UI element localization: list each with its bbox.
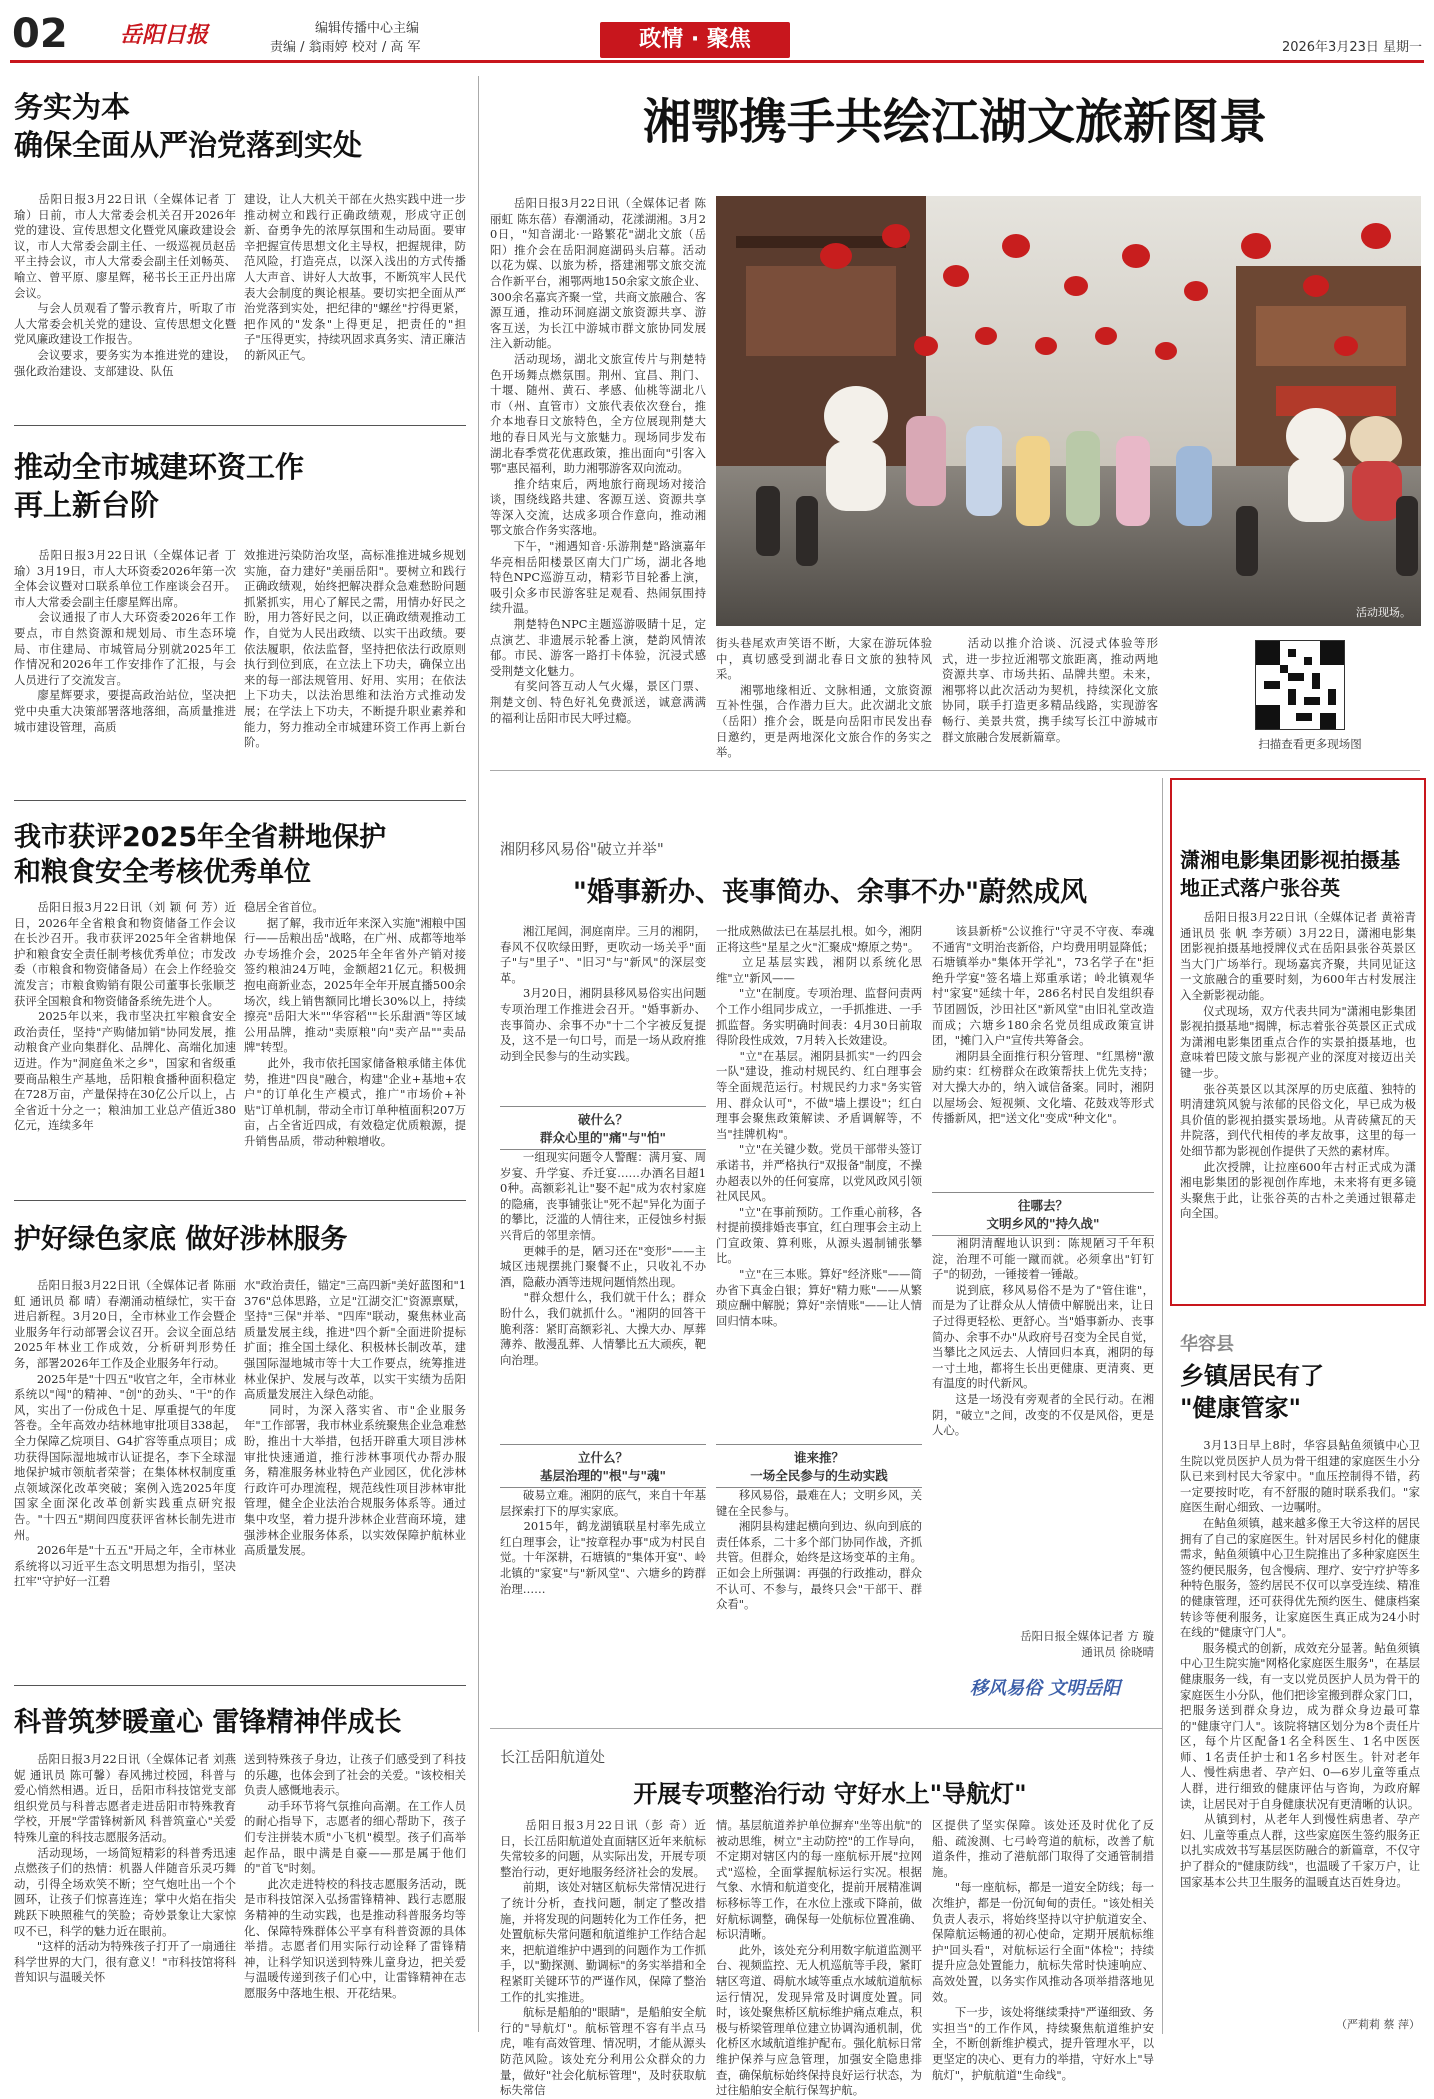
- article-3-headline: 我市获评2025年全省耕地保护 和粮食安全考核优秀单位: [14, 822, 387, 888]
- story-b-col-3: 区提供了坚实保障。该处还及时优化了反船、疏浚测、七弓岭弯道的航标，改善了航道条件，推动了港航部门取得了交通管制措施。 "每一座航标，都是一道安全防线；每一次维护，都是一份沉甸甸的责任。"该处相关负责人表示，将始终坚持以守护航道安全、保障航运畅通的初心使命，定期开展航标维护"回头看"，对航标运行全面"体检"；持续提升应急处置能力，航标失常时快速响应、高效处置，以务实作风推动各项举措落地见效。 下一步，该处将继续秉持"严谨细致、务实担当"的工作作风，持续聚焦航道维护安全，不断创新维护模式，提升管理水平，以更坚定的决心、更有力的举措，守好水上"导航灯"，护航航道"生命线"。: [932, 1818, 1154, 2082]
- main-story-col-3: 活动以推介洽谈、沉浸式体验等形式，进一步拉近湘鄂文旅距离，推动两地资源共享、市场共拓、品牌共塑。未来，湘鄂将以此次活动为契机，持续深化文旅协同，联手打造更多精品线路，实现游客畅行、美景共赏，携手续写长江中游城市群文旅融合发展新篇章。: [942, 636, 1158, 744]
- event-photo: [716, 196, 1421, 626]
- story-a-col-3: 该县新桥"公议推行"守灵不守夜、奉魂不通宵"文明治丧新俗，户均费用明显降低；石塘镇举办"集体开学礼"，73名学子在"拒绝升学宴"签名墙上郑重承诺；岭北镇观华村"家宴"延续十年，286名村民自发组织春节团圆饭，沙田社区"新风堂"由旧礼堂改造而成；六塘乡180余名党员组成政策宣讲团，"摊门入户"宣传共筹备会。 湘阴县全面推行积分管理、"红黑榜"激励约束：红榜群众在政策帮扶上优先支持；对大操大办的，纳入诚信备案。同时，湘阴以屋场会、短视频、文化墙、花鼓戏等形式传播新风，把"送文化"变成"种文化"。: [932, 924, 1154, 1126]
- page-number: 02: [12, 11, 68, 57]
- story-a-col-3-end: 湘阴清醒地认识到：陈规陋习千年积淀，治理不可能一蹴而就。必须拿出"钉钉子"的韧劲，一锤接着一锤敲。 说到底，移风易俗不是为了"管住谁"，而是为了让群众从人情债中解脱出来，让日子过得更轻松、更舒心。当"婚事新办、丧事简办、余事不办"从政府号召变为全民自觉，当攀比之风远去、人情回归本真，湘阴的每一寸土地，都将生长出更健康、更清爽、更有温度的时代新风。 这是一场没有旁观者的全民行动。在湘阴，"破立"之间，改变的不仅是风俗，更是人心。: [932, 1236, 1154, 1438]
- article-3-col-1: 岳阳日报3月22日讯（刘 颖 何 芳）近日，2026年全省粮食和物资储备工作会议在长沙召开。我市获评2025年全省耕地保护和粮食安全责任制考核优秀单位；市发改委（市粮食和物资储备局）在会上作经验交流发言；市粮食购销有限公司董事长张顺芝获评全国粮食和物资储备系统先进个人。 2025年以来，我市坚决扛牢粮食安全政治责任，坚持"产购储加销"协同发展，推动粮食产业向集群化、品牌化、高端化加速迈进。作为"洞庭鱼米之乡"，国家和省级重要商品粮生产基地，岳阳粮食播种面积稳定在728万亩，产量保持在30亿公斤以上，占全省近十分之一；粮油加工业总产值近380亿元，连续多年: [14, 900, 236, 1133]
- main-story-col-2: 街头巷尾欢声笑语不断，大家在游玩体验中，真切感受到湖北春日文旅的独特风采。 湘鄂地缘相近、文脉相通，文旅资源互补性强，合作潜力巨大。此次湖北文旅（岳阳）推介会，既是向岳阳市民发出春日邀约，更是两地深化文旅合作的务实之举。: [716, 636, 932, 760]
- masthead-rule: [10, 60, 1424, 63]
- article-4-col-1: 岳阳日报3月22日讯（全媒体记者 陈丽虹 通讯员 郗 晴）春潮涌动植绿忙，实干奋进启新程。3月20日，全市林业工作会暨企业服务年行动部署会议召开。会议全面总结2025年林业工作成效，分析研判形势任务，部署2026年工作及企业服务年行动。 2025年是"十四五"收官之年，全市林业系统以"闯"的精神、"创"的劲头、"干"的作风，实出了一份成色十足、厚重提气的年度答卷。全年高效办结林地审批项目338起，全力保障乙烷项目、G4扩容等重点项目；成功获得国际湿地城市认证提名，李下全球湿地保护城市领航者荣誉；在集体林权制度重点领域深化改革突破；案例入选2025年度国家全面深化改革创新实践重点研究报告。"十四五"期间四度获评省林长制先进市州。 2026年是"十五五"开局之年，全市林业系统将以习近平生态文明思想为指引，坚决扛牢"守护好一江碧: [14, 1278, 236, 1589]
- story-a-col-2-end: 移风易俗，最难在人；文明乡风，关键在全民参与。 湘阴县构建起横向到边、纵向到底的责任体系，二十多个部门协同作战，齐抓共管。但群众，始终是这场变革的主角。正如会上所强调：再强的行政推动，群众不认可、不参与，最终只会"干部干、群众看"。: [716, 1488, 922, 1612]
- story-a-subhead-2: 立什么？ 基层治理的"根"与"魂": [500, 1444, 706, 1488]
- story-b-col-1: 岳阳日报3月22日讯（彭 奇）近日，长江岳阳航道处直面辖区近年来航标失常较多的问题，从实际出发，开展专项整治行动，更好地服务经济社会的发展。 前期，该处对辖区航标失常情况进行了统计分析，查找问题，制定了整改措施，并将发现的问题转化为工作任务，把处置航标失常问题和航道维护工作结合起来，把航道维护中遇到的问题作为工作抓手，以"勤探测、勤调标"的务实举措和全程紧盯关键环节的严谨作风，保障了整治工作的扎实推进。 航标是船舶的"眼睛"，是船舶安全航行的"导航灯"。航标管理不容有半点马虎，唯有高效管理、情况明，才能从源头防范风险。该处充分利用公众群众的力量，做好"社会化航标管理"，及时获取航标失常信: [500, 1818, 706, 2098]
- divider: [14, 425, 466, 426]
- story-a-col-1-body: 一组现实问题令人警醒：满月宴、周岁宴、升学宴、乔迁宴……办酒名目超10种。高额彩礼让"娶不起"成为农村家庭的隐痛，丧事铺张让"死不起"异化为面子的攀比，泛滥的人情往来，正侵蚀乡村振兴背后的邻里亲情。 更棘手的是，陋习还在"变形"——主城区违规摆挑门聚餐不止，只收礼不办酒，隐蔽办酒等违规问题悄然出现。 "群众想什么，我们就干什么；群众盼什么，我们就抓什么。"湘阴的回答干脆利落：紧盯高额彩礼、大操大办、厚葬薄养、散漫乱葬、人情攀比五大顽疾，靶向治理。: [500, 1150, 706, 1367]
- section-title: 政情 · 聚焦: [639, 27, 751, 52]
- masthead: [0, 0, 1434, 66]
- huarong-kicker: 华容县: [1180, 1334, 1234, 1355]
- story-b-col-2: 情。基层航道养护单位摒弃"坐等出航"的被动思维，树立"主动防控"的工作导向，不定期对辖区内的每一座航标开展"拉网式"巡检，全面掌握航标运行实况。根据气象、水情和航道变化，提前开展精准调标移标等工作，在水位上涨或下降前，做好航标调整，确保每一处航标位置准确、标识清晰。 此外，该处充分利用数字航道监测平台、视频监控、无人机巡航等手段，紧盯辖区弯道、碍航水域等重点水域航道航标运行情况，发现异常及时调度处置。同时，该处聚焦桥区航标维护痛点难点，积极与桥梁管理单位建立协调沟通机制，优化桥区水域航道维护配布。强化航标日常维护保养与应急管理，加强安全隐患排查，确保航标始终保持良好运行状态，为过往船舶安全航行保驾护航。: [716, 1818, 922, 2098]
- article-1-col-2: 建设，让人大机关干部在火热实践中进一步推动树立和践行正确政绩观，形成守正创新、奋勇争先的浓厚氛围和生动局面。要审辛把握宣传思想文化主导权，把握规律，防范风险，打造亮点，以深入浅出的方式传播人大声音、讲好人大故事，不断筑牢人民代表大会制度的舆论根基。要切实把全面从严治党落到实处，把纪律的"螺丝"拧得更紧，把作风的"发条"上得更足，把责任的"担子"压得更实，持续巩固求真务实、清正廉洁的新风正气。: [244, 192, 466, 362]
- qr-code[interactable]: [1255, 640, 1345, 730]
- paper-logo: 岳阳日报: [120, 22, 209, 48]
- story-a-subhead-1: 破什么？ 群众心里的"痛"与"怕": [500, 1106, 706, 1150]
- column-divider: [1162, 778, 1163, 2034]
- article-2-headline: 推动全市城建环资工作 再上新台阶: [14, 450, 305, 522]
- story-a-col-1-intro: 湘江尾闾，洞庭南岸。三月的湘阴，春风不仅吹绿田野，更吹动一场关乎"面子"与"里子"、"旧习"与"新风"的深层变革。 3月20日，湘阴县移风易俗实出问题专项治理工作推进会召开。"婚事新办、丧事简办、余事不办"十二个字被反复提及，这不是一句口号，而是一场从政府推动到全民参与的生动实践。: [500, 924, 706, 1063]
- article-5-col-2: 送到特殊孩子身边，让孩子们感受到了科技的乐趣，也体会到了社会的关爱。"该校相关负责人感慨地表示。 动手环节将气氛推向高潮。在工作人员的耐心指导下，志愿者的细心帮助下，孩子们专注拼装木质"小飞机"模型。孩子们高举起作品，眼中满是自豪——那是属于他们的"首飞"时刻。 此次走进特校的科技志愿服务活动，既是市科技馆深入弘扬雷锋精神、践行志愿服务精神的生动实践，也是推动科普服务均等化、保障特殊群体公平享有科普资源的具体举措。志愿者们用实际行动诠释了雷锋精神，让科学知识送到特殊儿童身边，把关爱与温暖传递到孩子们心中，让雷锋精神在志愿服务中落地生根、开花结果。: [244, 1752, 466, 2000]
- divider: [14, 800, 466, 801]
- article-5-col-1: 岳阳日报3月22日讯（全媒体记者 刘燕妮 通讯员 陈可馨）春风拂过校园，科普与爱心悄然相遇。近日，岳阳市科技馆党支部组织党员与科普志愿者走进岳阳市特殊教育学校，开展"学雷锋树新风 科普筑童心"关爱特殊儿童的科技志愿服务活动。 活动现场，一场简短精彩的科普秀迅速点燃孩子们的热情：机器人伴随音乐灵巧舞动，引得全场欢笑不断；空气炮吐出一个个圆环，让孩子们惊喜连连；掌中火焰在指尖跳跃下映照稚气的笑脸；奇妙景象让大家惊叹不已，科学的魅力近在眼前。 "这样的活动为特殊孩子打开了一扇通往科学世界的大门，很有意义！"市科技馆将科普知识与温暖关怀: [14, 1752, 236, 1985]
- sidebar-body: 岳阳日报3月22日讯（全媒体记者 黄裕青 通讯员 张 帆 李芳硕）3月22日，潇湘电影集团影视拍摄基地授牌仪式在岳阳县张谷英景区当大门广场举行。现场嘉宾齐聚，共同见证这一文旅融合的重要时刻，为600年古村发展注入全新影视动能。 仪式现场，双方代表共同为"潇湘电影集团影视拍摄基地"揭牌，标志着张谷英景区正式成为潇湘电影集团重点合作的实景拍摄基地，也意味着巴陵文旅与影视产业的深度对接迈出关键一步。 张谷英景区以其深厚的历史底蕴、独特的明清建筑风貌与浓郁的民俗文化，早已成为极具价值的影视拍摄实景场地。从青砖黛瓦的天井院落，到代代相传的孝友故事，这里的每一处细节都为影视创作提供了天然的素材库。 此次授牌，让拉座600年古村正式成为潇湘电影集团的影视创作库地，未来将有更多镜头聚焦于此，让张谷英的古朴之美通过银幕走向全国。: [1180, 910, 1416, 1221]
- article-2-col-1: 岳阳日报3月22日讯（全媒体记者 丁 瑜）3月19日，市人大环资委2026年第一次全体会议暨对口联系单位工作座谈会召开。市人大常委会副主任廖星辉出席。 会议通报了市人大环资委2026年工作要点，市自然资源和规划局、市生态环境局、市住建局、市城管局分别就2025年工作情况和2026年工作安排作了汇报，与会人员进行了交流发言。 廖星辉要求，要提高政治站位，坚决把党中央重大决策部署落地落细，高质量推进城市建设管理，高质: [14, 548, 236, 734]
- qr-code-icon: [1256, 641, 1344, 729]
- story-a-col-1-end: 破易立难。湘阴的底气，来自十年基层探索打下的厚实家底。 2015年，鹤龙湖镇联星村率先成立红白理事会，让"按章程办事"成为村民自觉。十年深耕，石塘镇的"集体开宴"、岭北镇的"家宴"与"新风堂"、六塘乡的跨群治理……: [500, 1488, 706, 1596]
- main-headline: 湘鄂携手共绘江湖文旅新图景: [642, 94, 1267, 150]
- section-banner: [600, 22, 790, 58]
- sidebar-headline: 潇湘电影集团影视拍摄基地正式落户张谷英: [1180, 848, 1400, 900]
- event-photo-illustration: [716, 196, 1421, 626]
- article-4-col-2: 水"政治责任，锚定"三高四新"美好蓝图和"1376"总体思路，立足"江湖交汇"资源禀赋，坚持"三保"并举、"四库"联动，聚焦林业高质量发展主线，推进"四个新"全面进阶提标扩面；推全国土绿化、积极林长制改革，建强国际湿地城市等十大工作要点，统筹推进林业保护、发展与改革，以实干实绩为岳阳高质量发展注入绿色动能。 同时，为深入落实省、市"企业服务年"工作部署，我市林业系统聚焦企业急难愁盼，推出十大举措，包括开辟重大项目涉林审批快速通道，推行涉林事项代办帮办服务，精准服务林业特色产业园区，优化涉林行政许可办理流程，规范线性项目涉林审批管理，健全企业法治合规服务体系等。通过集中攻坚，着力提升涉林企业营商环境，建强涉林企业服务体系，以实效保障护航林业高质量发展。: [244, 1278, 466, 1558]
- huarong-headline: 乡镇居民有了 "健康管家": [1180, 1362, 1324, 1422]
- column-divider: [478, 76, 479, 2032]
- divider: [490, 1728, 1162, 1729]
- article-3-col-2: 稳居全省首位。 据了解，我市近年来深入实施"湘粮中国行——岳粮出岳"战略，在广州、成都等地举办专场推介会，2025年全年省外产销对接签约粮油24万吨，金额超21亿元。积极拥抱电商新业态，2025年全年开展直播500余场次，线上销售额同比增长30%以上，持续擦亮"岳阳大米""华容稻""长乐甜酒"等区域公用品牌，推动"卖原粮"向"卖产品""卖品牌"转型。 此外，我市依托国家储备粮承储主体优势，推进"四良"融合，构建"企业+基地+农户"的订单化生产模式，推广"市场价+补贴"订单机制，带动全市订单种植面积207万亩，占全省近四成，有效稳定优质粮源，提升销售品质，带动种粮增收。: [244, 900, 466, 1148]
- issue-date: 2026年3月23日 星期一: [1281, 40, 1422, 55]
- divider: [14, 1685, 466, 1686]
- story-a-byline: 岳阳日报全媒体记者 方 璇 通讯员 徐晓晴: [1020, 1629, 1154, 1659]
- main-story-col-1: 岳阳日报3月22日讯（全媒体记者 陈丽虹 陈东蓓）春潮涌动，花漾湖湘。3月20日，"知音湖北·一路繁花"湖北文旅（岳阳）推介会在岳阳洞庭湖码头启幕。活动以花为媒、以旅为桥，搭建湘鄂文旅交流合作新平台，湘鄂两地150余家文旅企业、300余名嘉宾齐聚一堂，共商文旅融合、客源互通，推动环洞庭湖文旅资源共享、游客互送，为长江中游城市群文旅协同发展注入新动能。 活动现场，湖北文旅宣传片与荆楚特色开场舞点燃氛围。荆州、宜昌、荆门、十堰、随州、黄石、孝感、仙桃等湖北八市（州、直管市）文旅代表依次登台，推介本地春日文旅特色，全方位展现荆楚大地的春日风光与文旅魅力。现场同步发布湖北春季赏花优惠政策，推出面向"引客入鄂"惠民福利，助力湘鄂游客双向流动。 推介结束后，两地旅行商现场对接洽谈，围绕线路共建、客源互送、资源共享等深入交流，达成多项合作意向，推动湘鄂文旅合作务实落地。 下午，"湘遇知音·乐游荆楚"路演嘉年华亮相岳阳楼景区南大门广场，湖北各地特色NPC巡游互动，精彩节目轮番上演，吸引众多市民游客驻足观看、热闹氛围持续升温。 荆楚特色NPC主题巡游吸睛十足，定点演艺、非遗展示轮番上演，楚韵风情浓郁。市民、游客一路打卡体验，沉浸式感受荆楚文化魅力。 有奖问答互动人气火爆，景区门票、荆楚文创、特色好礼免费派送，诚意满满的福利让岳阳市民大呼过瘾。: [490, 196, 706, 725]
- huarong-body: 3月13日早上8时，华容县鲇鱼须镇中心卫生院以党员医护人员为骨干组建的家庭医生小分队已来到村民大爷家中。"血压控制得不错，药一定要按时吃，有不舒服的随时联系我们。"家庭医生耐心细致、一边嘱咐。 在鲇鱼须镇，越来越多像王大爷这样的居民拥有了自己的家庭医生。针对居民乡村化的健康需求，鲇鱼须镇中心卫生院推出了多种家庭医生签约便民服务，包含慢病、理疗、安宁疗护等多种特色服务，签约居民不仅可以享受连续、精准的健康管理，还可获得优先预约医生、健康档案转诊等便利服务，让家庭医生真正成为24小时在线的"健康守门人"。 服务模式的创新，成效充分显著。鲇鱼须镇中心卫生院实施"网格化家庭医生服务"，在基层健康服务一线，有一支以党员医护人员为骨干的家庭医生小分队，他们把诊室搬到群众家门口，把服务送到群众身边，成为群众身边最可靠的"健康守门人"。该院将辖区划分为8个责任片区，每个片区配备1名全科医生、1名中医医师、1名责任护士和1名乡村医生。针对老年人、慢性病患者、孕产妇、0—6岁儿童等重点人群，进行细致的健康评估与咨询，为政府解读，让居民对于自身健康状况有更清晰的认识。 从镇到村，从老年人到慢性病患者、孕产妇、儿童等重点人群，这些家庭医生签约服务正以扎实成效书写基层医防融合的新篇章，不仅守护了群众的"健康防线"，也温暖了千家万户，让国家基本公共卫生服务的温暖直达百姓身边。: [1180, 1438, 1420, 1889]
- article-4-headline: 护好绿色家底 做好涉林服务: [14, 1224, 348, 1255]
- story-b-headline: 开展专项整治行动 守好水上"导航灯": [633, 1780, 1027, 1808]
- story-a-subhead-3: 谁来推？ 一场全民参与的生动实践: [716, 1444, 922, 1488]
- article-1-col-1: 岳阳日报3月22日讯（全媒体记者 丁 瑜）日前，市人大常委会机关召开2026年党的建设、宣传思想文化暨党风廉政建设会议，市人大常委会副主任、一级巡视员赵岳平主持会议，市人大常委会副主任刘畅英、喻立、曾平原、廖星辉，秘书长王正丹出席会议。 与会人员观看了警示教育片，听取了市人大常委会机关党的建设、宣传思想文化暨党风廉政建设工作报告。 会议要求，要务实为本推进党的建设，强化政治建设、支部建设、队伍: [14, 192, 236, 378]
- huarong-credit: （严莉莉 蔡 萍）: [1336, 2018, 1420, 2031]
- editorial-center: 编辑传播中心主编: [315, 21, 420, 36]
- photo-caption: 活动现场。: [1356, 606, 1411, 619]
- story-a-kicker: 湘阴移风易俗"破立并举": [500, 840, 664, 858]
- article-5-headline: 科普筑梦暖童心 雷锋精神伴成长: [14, 1707, 402, 1738]
- story-b-kicker: 长江岳阳航道处: [500, 1748, 606, 1766]
- staff-credits: 责编 / 翁雨婷 校对 / 高 军: [270, 40, 421, 55]
- story-a-headline: "婚事新办、丧事简办、余事不办"蔚然成风: [572, 877, 1088, 908]
- qr-caption: 扫描查看更多现场图: [1258, 737, 1362, 751]
- article-1-headline: 务实为本 确保全面从严治党落到实处: [14, 90, 363, 162]
- civility-logo: 移风易俗 文明岳阳: [970, 1678, 1121, 1699]
- divider: [490, 770, 1420, 771]
- story-a-subhead-4: 往哪去？ 文明乡风的"持久战": [932, 1192, 1154, 1236]
- article-2-col-2: 效推进污染防治攻坚，高标准推进城乡规划实施，奋力建好"美丽岳阳"。要树立和践行正确政绩观，始终把解决群众急难愁盼问题抓紧抓实，用心了解民之需，用情办好民之盼，用力答好民之问，以正确政绩观推动工作，自觉为人民出政绩、以实干出政绩。要依法履职，依法监督，坚持把依法行政原则执行到位到底，在立法上下功夫，确保立出来的每一部法规管用、好用、实用；在依法上下功夫，以法治思维和法治方式推动发展；在学法上下功夫，不断提升职业素养和能力，努力推动全市城建环资工作再上新台阶。: [244, 548, 466, 750]
- story-a-col-2: 一批成熟做法已在基层扎根。如今，湘阴正将这些"星星之火"汇聚成"燎原之势"。 立足基层实践，湘阴以系统化思维"立"新风—— "立"在制度。专项治理、监督问责两个工作小组同步成立，一手抓推进、一手抓监督。务实明确时间表：4月30日前取得阶段性成效，7月转入长效建设。 "立"在基层。湘阴县抓实"一约四会一队"建设，推动村规民约、红白理事会等全面规范运行。村规民约力求"务实管用、群众认可"，不做"墙上摆设"；红白理事会聚焦政策解读、矛盾调解等，不当"挂牌机构"。 "立"在关键少数。党员干部带头签订承诺书，并严格执行"双报备"制度，不操办超表以外的任何宴席，以党风政风引领社风民风。 "立"在事前预防。工作重心前移，各村提前摸排婚丧事宜，红白理事会主动上门宣政策、算利账，从源头遏制铺张攀比。 "立"在三本账。算好"经济账"——简办省下真金白银；算好"精力账"——从繁琐应酬中解脱；算好"亲情账"——让人情回归情本味。: [716, 924, 922, 1328]
- divider: [14, 1200, 466, 1201]
